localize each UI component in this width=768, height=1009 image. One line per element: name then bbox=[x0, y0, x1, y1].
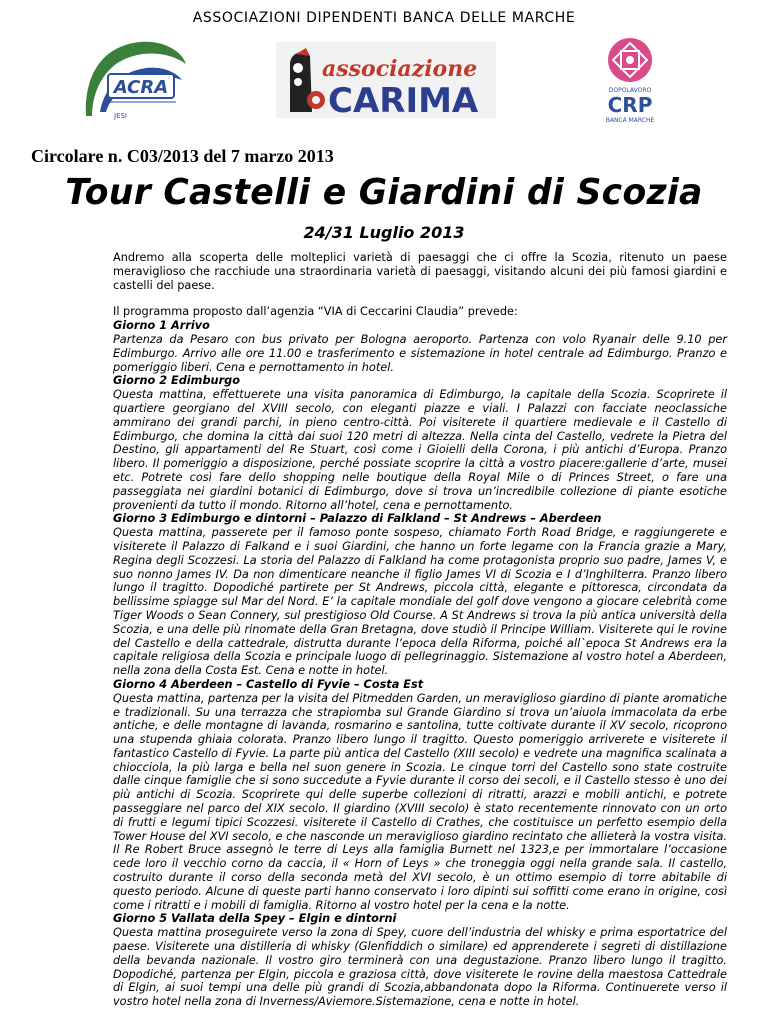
svg-text:CRP: CRP bbox=[607, 93, 653, 117]
day-2-text: Questa mattina, effettuerete una visita panoramica di Edimburgo, la capitale della Scozia. Scoprirete il quartiere georgiano del XVIII secolo, con eleganti piazze e viali. I Palazzi con facciate neoclassiche ammirano dei grandi parchi, in pieno centro-città. Poi visiterete il quartiere medievale e il Castello di Edimburgo, che domina la città dai suoi 120 metri di altezza. Nella cinta del Castello, vedrete la Pietra del Destino, gli appartamenti del Re Stuart, così come i Gioielli della Corona, i più antichi d’Europa. Pranzo libero. Il pomeriggio a disposizione, perché possiate scoprire la città a vostro piacere:gallerie d’arte, musei etc. Potrete così fare dello shopping nelle boutique della Royal Mile o di Princes Street, o fare una passeggiata nei giardini botanici di Edimburgo, dove si trova un’incredibile collezione di piante esotiche provenienti da tutto il mondo. Ritorno all’hotel, cena e pernottamento. bbox=[113, 388, 727, 512]
crp-logo bbox=[585, 32, 675, 124]
acra-logo bbox=[80, 38, 190, 122]
svg-text:CARIMA: CARIMA bbox=[328, 81, 479, 118]
page-title: Tour Castelli e Giardini di Scozia bbox=[65, 172, 703, 213]
program-intro: Il programma proposto dall’agenzia “VIA di Ceccarini Claudia” prevede: bbox=[113, 305, 518, 319]
day-5-text: Questa mattina proseguirete verso la zona di Spey, cuore dell’industria del whisky e prima esportatrice del paese. Visiterete una distilleria di whisky (Glenfiddich o similare) ed apprenderete i segreti di distillazione della bevanda nazionale. Il vostro giro terminerà con una degustazione. Pranzo libero lungo il tragitto. Dopodiché, partenza per Elgin, piccola e graziosa città, dove visiterete le rovine della maestosa Cattedrale di Elgin, ai suoi tempi una delle più grandi di Scozia,abbandonata dopo la Riforma. Continuerete verso il vostro hotel nella zona di Inverness/Aviemore.Sistemazione, cena e notte in hotel. bbox=[113, 926, 727, 1009]
circular-reference: Circolare n. C03/2013 del 7 marzo 2013 bbox=[31, 146, 334, 166]
day-1-text: Partenza da Pesaro con bus privato per Bologna aeroporto. Partenza con volo Ryanair delle 9.10 per Edimburgo. Arrivo alle ore 11.00 e trasferimento e sistemazione in hotel centrale ad Edimburgo. Pranzo e pomeriggio liberi. Cena e pernottamento in hotel. bbox=[113, 332, 727, 374]
svg-text:ACRA: ACRA bbox=[113, 77, 169, 98]
header-associations: ASSOCIAZIONI DIPENDENTI BANCA DELLE MARCHE bbox=[192, 10, 576, 26]
svg-text:JESI: JESI bbox=[114, 112, 127, 120]
carima-logo bbox=[276, 42, 496, 118]
day-3-title: Giorno 3 Edimburgo e dintorni – Palazzo di Falkland – St Andrews – Aberdeen bbox=[113, 512, 602, 526]
svg-text:DOPOLAVORO: DOPOLAVORO bbox=[608, 87, 652, 94]
day-4-title: Giorno 4 Aberdeen – Castello di Fyvie – Costa Est bbox=[113, 677, 424, 691]
tour-dates: 24/31 Luglio 2013 bbox=[303, 223, 465, 242]
document-body bbox=[113, 251, 727, 1009]
svg-text:associazione: associazione bbox=[322, 56, 478, 82]
day-1-title: Giorno 1 Arrivo bbox=[113, 319, 210, 333]
day-4-text: Questa mattina, partenza per la visita del Pitmedden Garden, un meraviglioso giardino di piante aromatiche e tradizionali. Su una terrazza che strapiomba sul Grande Giardino si trova un’aiuola immacolata da erbe antiche, e delle montagne di lavanda, rosmarino e santolina, tutte coltivate durante il XV secolo, ricoprono una stupenda ghiaia colorata. Pranzo libero lungo il tragitto. Questo pomeriggio arriverete e visiterete il fantastico Castello di Fyvie. La parte più antica del Castello (XIII secolo) e vedrete una magnifica scalinata a chiocciola, la più larga e bella nel suon genere in Scozia. Le cinque torri del Castello sono state costruite dalle cinque famiglie che si sono succedute a Fyvie durante il corso dei secoli, e il Castello stesso è uno dei più antichi di Scozia. Scoprirete qui delle superbe collezioni di ritratti, arazzi e mobili antichi, e potrete passeggiare nel parco del XIX secolo. Il giardino (XVIII secolo) è stato recentemente rinnovato con un orto di frutti e legumi tipici Scozzesi. visiterete il Castello di Crathes, che costituisce un perfetto esempio della Tower House del XVI secolo, e che nasconde un meraviglioso giardino recintato che allieterà la vostra visita. Il Re Robert Bruce assegnò le terre di Leys alla famiglia Burnett nel 1323,e per immortalare l’occasione cede loro il vecchio corno da caccia, il « Horn of Leys » che troneggia oggi nella grande sala. Il castello, costruito durante il corso della seconda metà del XVI secolo, è un ottimo esempio di torre abitabile di questo periodo. Alcune di queste parti hanno conservato i loro dipinti sui soffitti come erano in origine, così come i ritratti e i mobili di famiglia. Ritorno al vostro hotel per la cena e la notte. bbox=[113, 691, 727, 912]
day-3-text: Questa mattina, passerete per il famoso ponte sospeso, chiamato Forth Road Bridge, e raggiungerete e visiterete il Palazzo di Falkand e i suoi Giardini, che hanno un forte legame con la Francia grazie a Mary, Regina degli Scozzesi. La storia del Palazzo di Falkland ha come protagonista proprio suo padre, James V, e suo nonno James IV. Da non dimenticare neanche il figlio James VI di Scozia e I d’Inghilterra. Pranzo libero lungo il tragitto. Dopodiché partirete per St Andrews, piccola città, elegante e pittoresca, circondata da bellissime spiagge sul Mar del Nord. E’ la capitale mondiale del golf dove vengono a giocare celebrità come Tiger Woods o Sean Connery, sul prestigioso Old Course. A St Andrews si trova la più antica università della Scozia, e una delle più rinomate della Gran Bretagna, dove studiò il Principe William. Visiterete qui le rovine del Castello e della cattedrale, distrutta durante l’epoca della Riforma, poiché all`epoca St Andrews era la capitale religiosa della Scozia e principale luogo di pellegrinaggio. Sistemazione al vostro hotel a Aberdeen, nella zona della Costa Est. Cena e notte in hotel. bbox=[113, 526, 727, 678]
day-2-title: Giorno 2 Edimburgo bbox=[113, 374, 241, 388]
intro-paragraph: Andremo alla scoperta delle molteplici varietà di paesaggi che ci offre la Scozia, ritenuto un paese meraviglioso che racchiude una straordinaria varietà di paesaggi, visitando alcuni dei più famosi giardini e castelli del paese. bbox=[113, 251, 727, 292]
svg-text:BANCA MARCHE: BANCA MARCHE bbox=[605, 117, 655, 124]
day-5-title: Giorno 5 Vallata della Spey – Elgin e dintorni bbox=[113, 912, 397, 926]
